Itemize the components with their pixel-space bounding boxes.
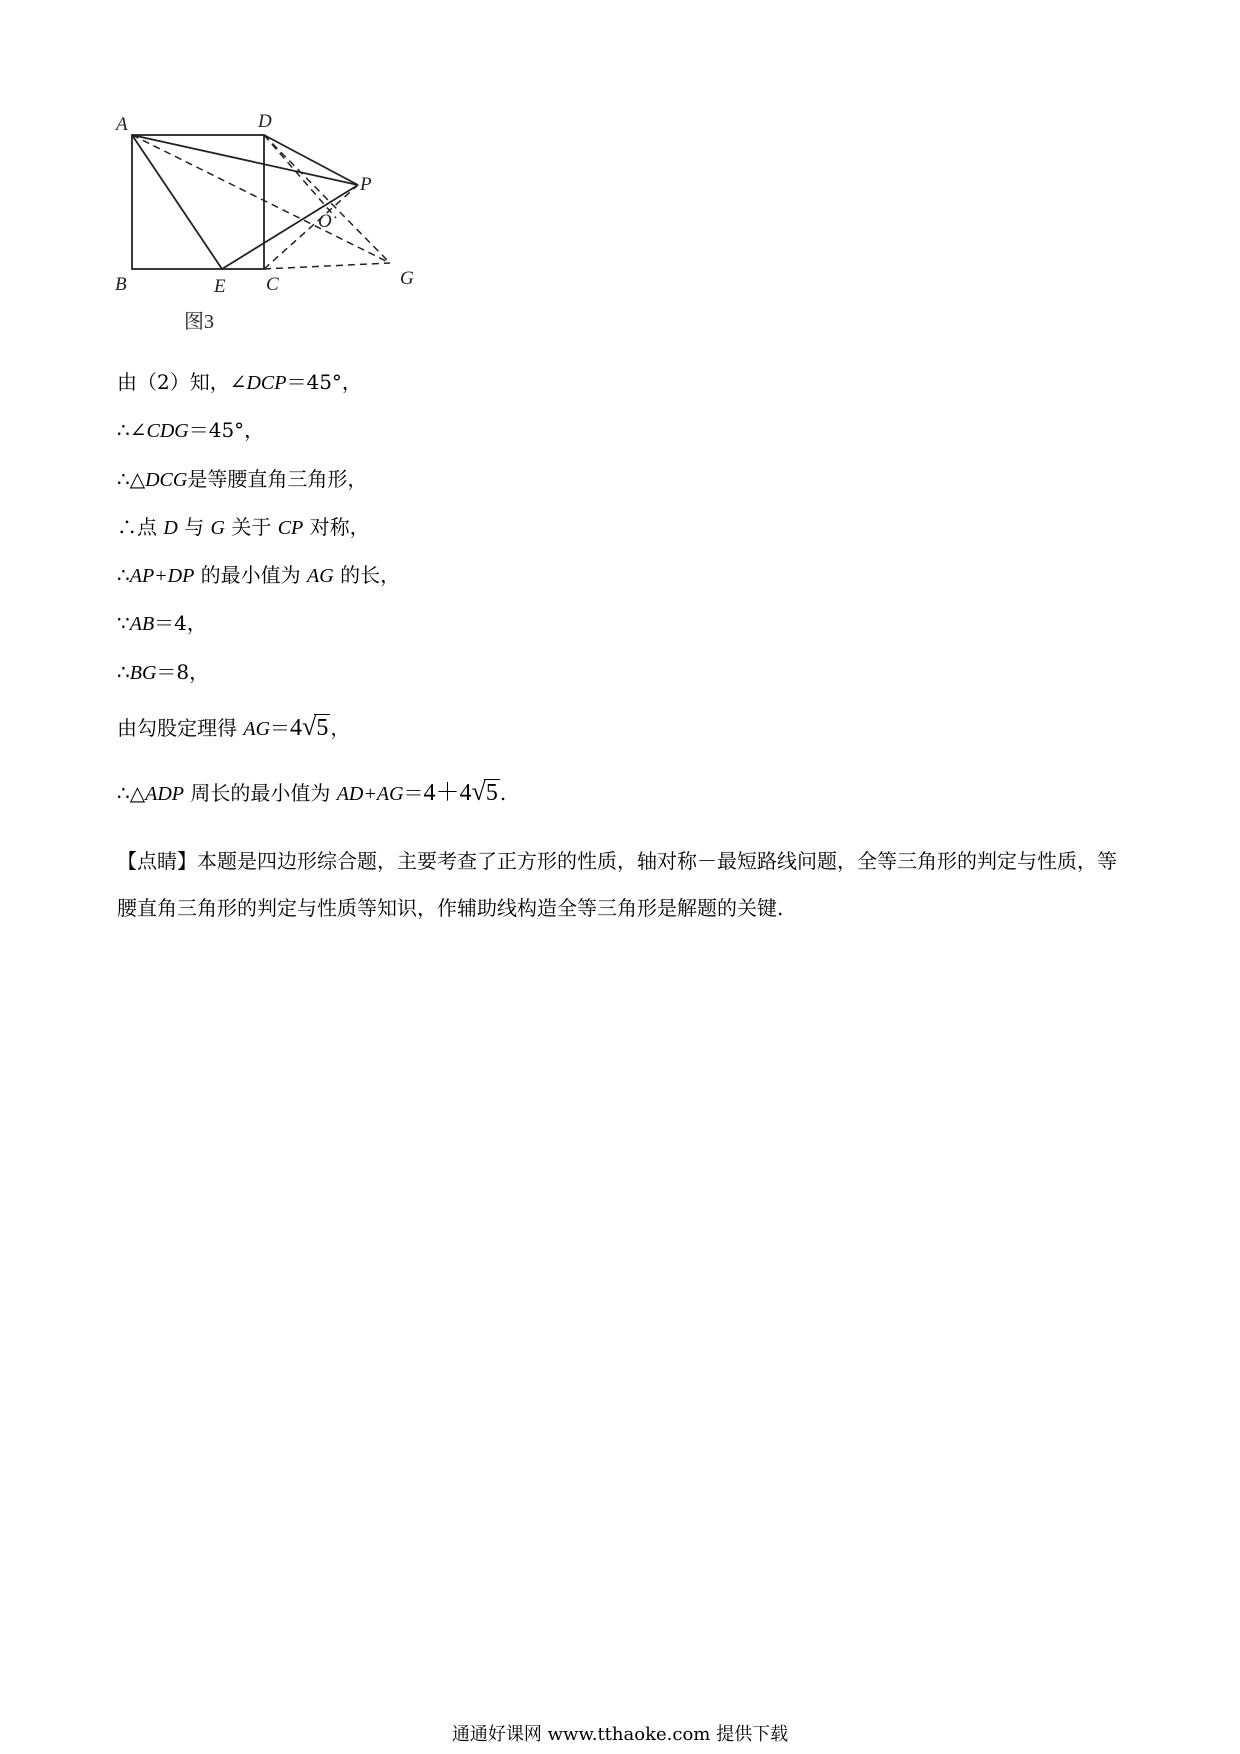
- line-2: ∴∠CDG＝45°，: [117, 418, 265, 442]
- square-abcd: [132, 135, 264, 269]
- dashed-cg: [264, 263, 390, 269]
- line-9: ∴△ADP 周长的最小值为 AD+AG＝4＋4√5 .: [117, 777, 507, 806]
- label-a: A: [116, 114, 128, 135]
- line-7: ∴BG＝8，: [117, 660, 210, 684]
- label-o: O: [318, 211, 332, 232]
- dashed-dg: [264, 135, 390, 263]
- label-e: E: [214, 276, 226, 297]
- radical-expression: 4√5: [290, 712, 329, 741]
- line-3: ∴△DCG是等腰直角三角形，: [117, 467, 368, 491]
- figure-caption: 图3: [184, 311, 214, 333]
- geometry-figure: [110, 100, 470, 350]
- segment-ap: [132, 135, 358, 185]
- line-1: 由（2）知，∠DCP＝45°，: [117, 370, 362, 394]
- page-footer: 通通好课网 www.tthaoke.com 提供下载: [451, 1724, 789, 1745]
- commentary-paragraph: [117, 838, 1127, 932]
- label-g: G: [400, 268, 414, 289]
- line-4: ∴点 D 与 G 关于 CP 对称，: [117, 515, 370, 539]
- line-5: ∴AP+DP 的最小值为 AG 的长，: [117, 563, 401, 587]
- label-d: D: [258, 111, 272, 132]
- line-6: ∵AB＝4，: [117, 611, 207, 635]
- segment-dp: [264, 135, 358, 185]
- commentary-text: 本题是四边形综合题，主要考查了正方形的性质，轴对称－最短路线问题，全等三角形的判定与性质，等腰直角三角形的判定与性质等知识，作辅助线构造全等三角形是解题的关键.: [117, 849, 1117, 920]
- segment-ae: [132, 135, 222, 269]
- label-p: P: [360, 174, 372, 195]
- dashed-ag: [132, 135, 390, 263]
- segment-ep: [222, 185, 358, 269]
- line-8: 由勾股定理得 AG＝4√5 ，: [117, 712, 351, 741]
- commentary-label: 【点睛】: [117, 849, 197, 873]
- radical-expression: 4＋4√5: [423, 777, 498, 806]
- label-b: B: [115, 274, 127, 295]
- dashed-cp: [264, 185, 358, 269]
- label-c: C: [266, 274, 279, 295]
